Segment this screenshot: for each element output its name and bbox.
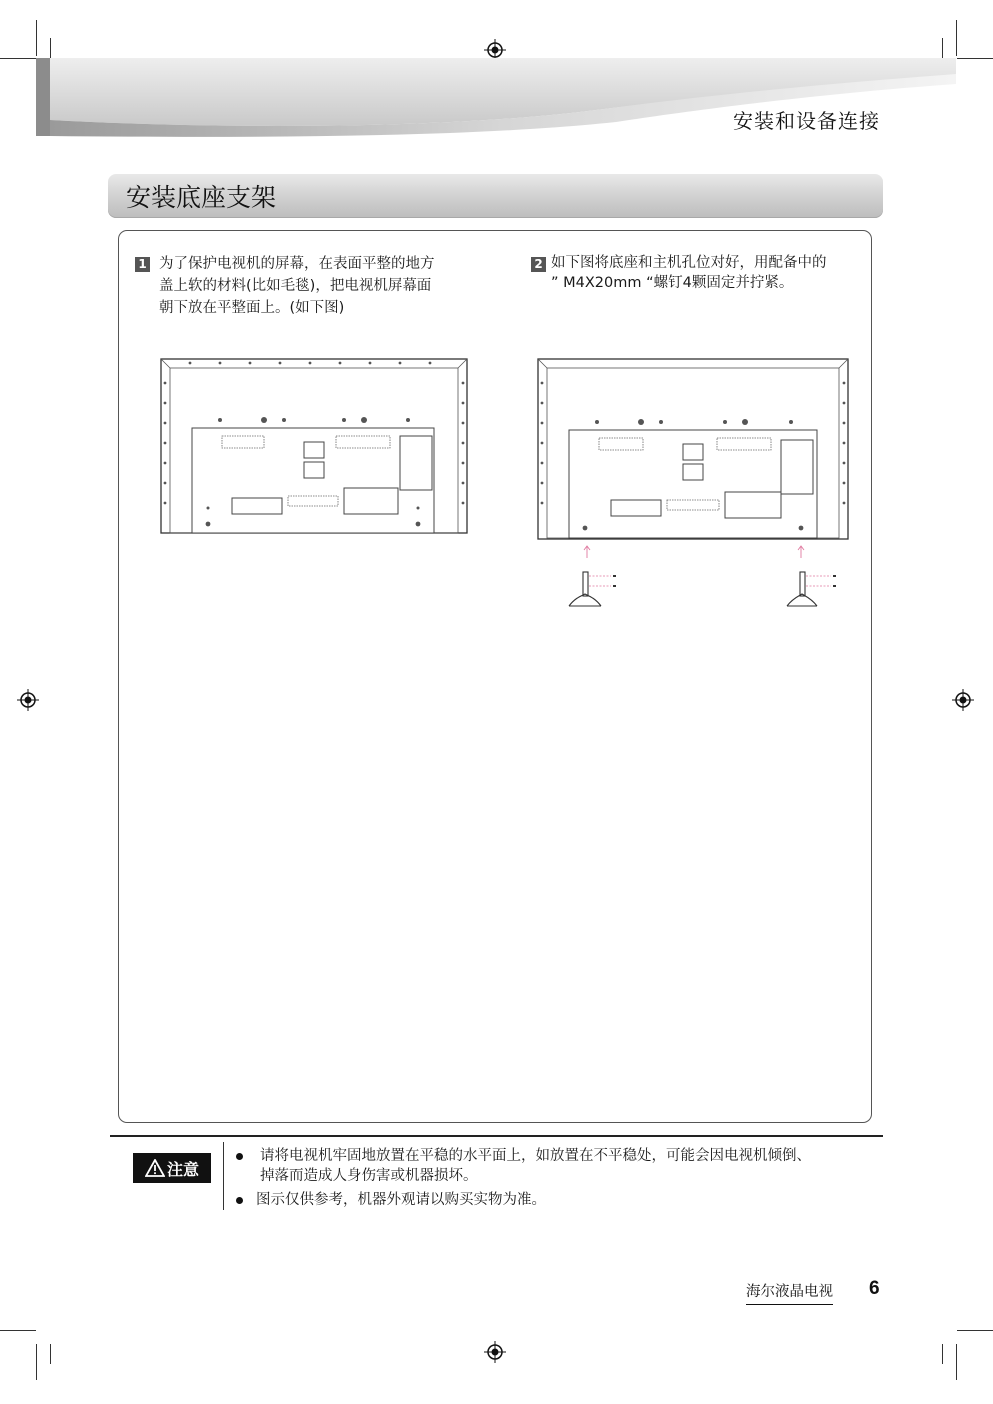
step-2-line: 如下图将底座和主机孔位对好，用配备中的	[551, 255, 827, 271]
crop-mark	[942, 38, 943, 58]
caution-badge	[133, 1153, 211, 1183]
tv-back-with-stand-illustration	[537, 358, 851, 610]
crop-mark	[942, 1344, 943, 1364]
warning-triangle-icon	[145, 1159, 165, 1177]
registration-mark-icon	[952, 689, 974, 711]
footer-brand: 海尔液晶电视	[746, 1280, 833, 1305]
bullet-icon	[236, 1153, 243, 1160]
step-1-line: 盖上软的材料(比如毛毯)，把电视机屏幕面	[159, 278, 432, 294]
page-number: 6	[869, 1278, 880, 1299]
step-2-line: ” M4X20mm “螺钉4颗固定并拧紧。	[551, 275, 794, 291]
warning-divider	[110, 1135, 883, 1137]
tv-back-illustration	[160, 358, 470, 536]
warning-note-1	[260, 1146, 811, 1186]
warning-separator	[223, 1142, 224, 1210]
bullet-icon	[236, 1197, 243, 1204]
crop-mark	[957, 1330, 993, 1331]
step-number-1: 1	[135, 257, 150, 272]
crop-mark	[957, 58, 993, 59]
step-1-line: 为了保护电视机的屏幕，在表面平整的地方	[159, 256, 435, 272]
crop-mark	[36, 20, 37, 56]
crop-mark	[0, 1330, 36, 1331]
warning-note-line: 请将电视机牢固地放置在平稳的水平面上，如放置在不平稳处，可能会因电视机倾倒、	[260, 1148, 811, 1164]
step-1-text	[159, 253, 435, 319]
step-2-text	[551, 253, 827, 293]
registration-mark-icon	[484, 1341, 506, 1363]
registration-mark-icon	[17, 689, 39, 711]
crop-mark	[50, 1344, 51, 1364]
section-title: 安装底座支架	[126, 183, 277, 212]
warning-note-line: 掉落而造成人身伤害或机器损坏。	[260, 1168, 478, 1184]
crop-mark	[956, 1344, 957, 1380]
warning-note-2	[256, 1190, 546, 1210]
crop-mark	[36, 1344, 37, 1380]
warning-note-line: 图示仅供参考，机器外观请以购买实物为准。	[256, 1192, 546, 1208]
crop-mark	[50, 38, 51, 58]
crop-mark	[0, 58, 36, 59]
page-header-title: 安装和设备连接	[733, 109, 880, 133]
step-number-2: 2	[531, 257, 546, 272]
caution-label: 注意	[166, 1159, 199, 1179]
step-1-line: 朝下放在平整面上。(如下图)	[159, 300, 345, 316]
crop-mark	[956, 20, 957, 56]
